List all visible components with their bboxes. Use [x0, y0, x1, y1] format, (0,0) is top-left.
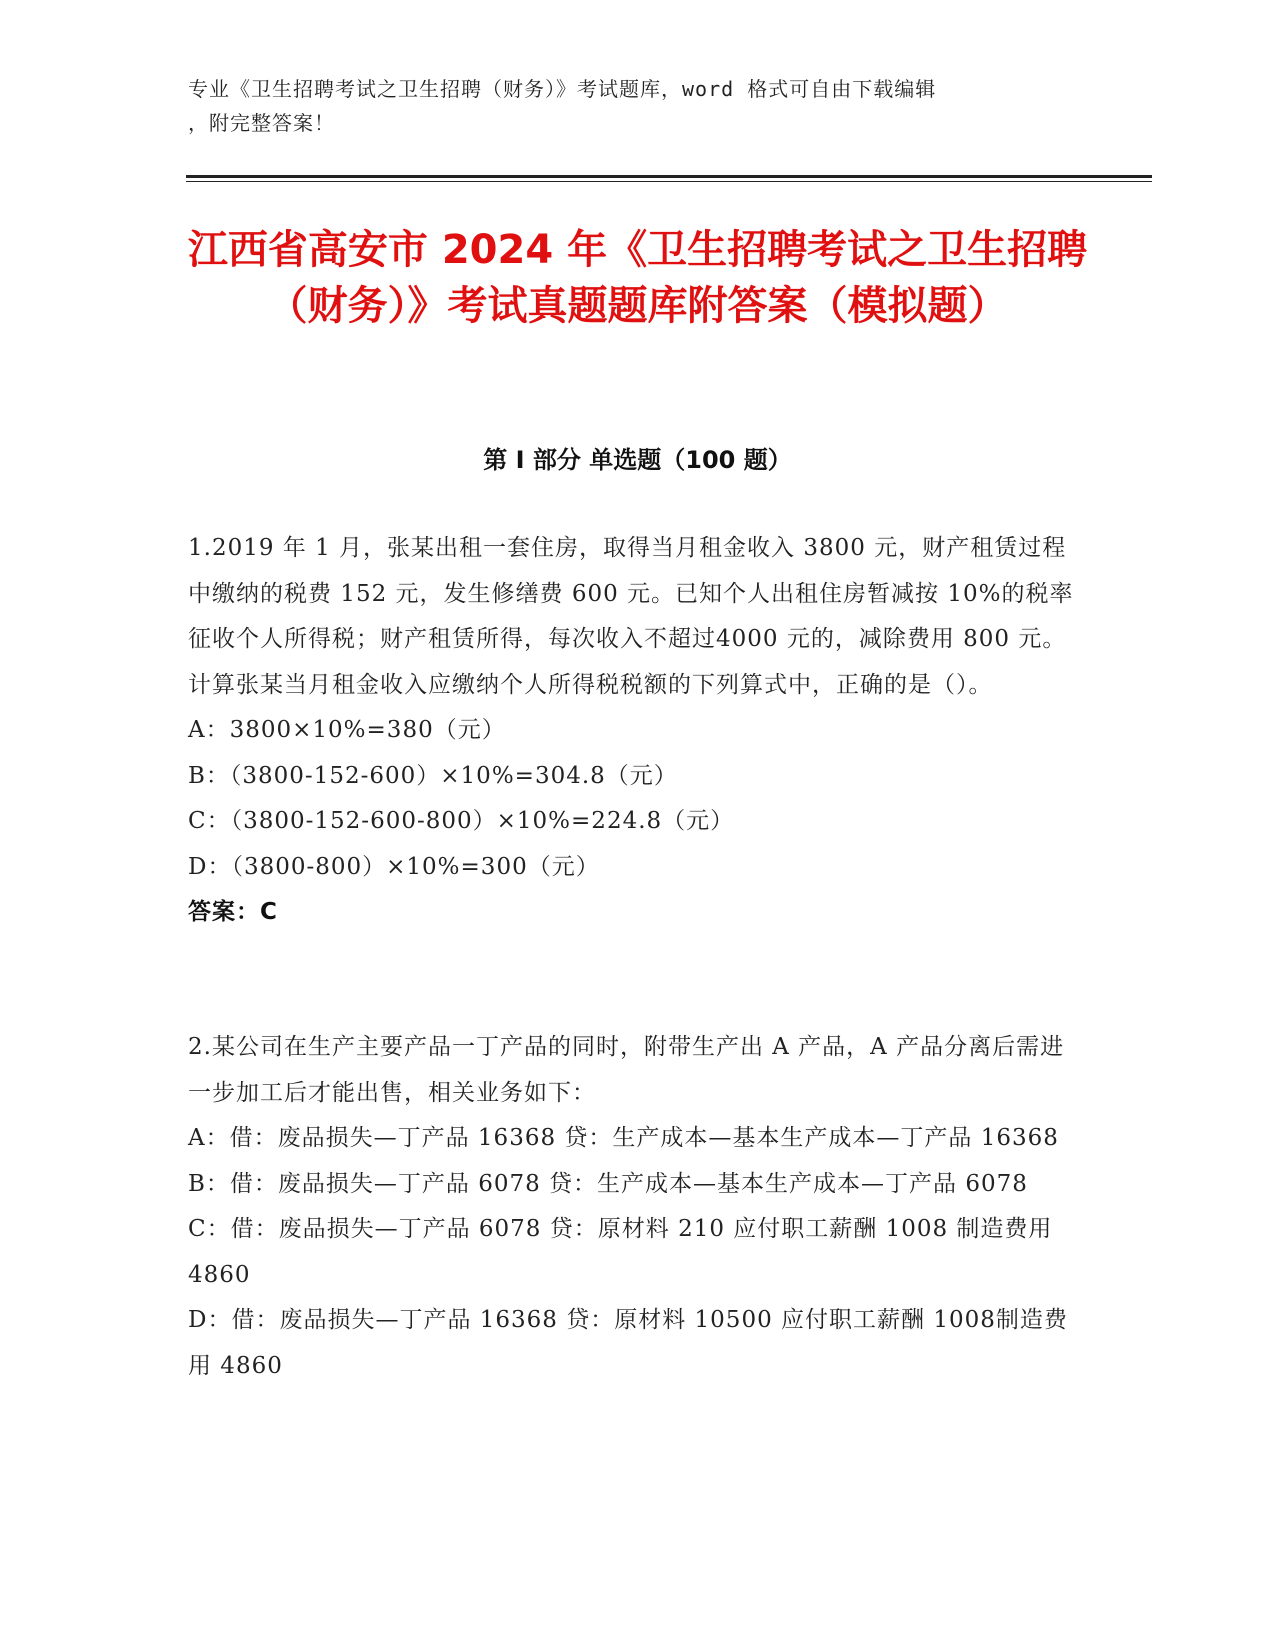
option-c: C：（3800-152-600-800）×10%=224.8（元）: [188, 808, 735, 834]
question-2: [188, 1025, 1078, 1389]
section-heading: 第 I 部分 单选题（100 题）: [483, 446, 792, 474]
option-d: D：借：废品损失—丁产品 16368 贷：原材料 10500 应付职工薪酬 1008制造费用 4860: [188, 1307, 1068, 1379]
question-1: [188, 526, 1078, 936]
question-stem: 2.某公司在生产主要产品一丁产品的同时，附带生产出 A 产品，A 产品分离后需进一步加工后才能出售，相关业务如下：: [188, 1034, 1065, 1106]
option-b: B：（3800-152-600）×10%=304.8（元）: [188, 762, 678, 789]
answer: 答案：C: [188, 899, 278, 925]
document-title: 江西省高安市 2024 年《卫生招聘考试之卫生招聘（财务）》考试真题题库附答案（模拟题）: [187, 227, 1088, 329]
option-a: A：3800×10%=380（元）: [188, 717, 506, 743]
header-note-line-1: 专业《卫生招聘考试之卫生招聘（财务）》考试题库，word 格式可自由下载编辑: [188, 77, 937, 101]
option-a: A：借：废品损失—丁产品 16368 贷：生产成本—基本生产成本—丁产品 16368: [188, 1125, 1059, 1151]
header-note-line-2: ，附完整答案！: [188, 111, 335, 135]
header-divider-thin: [186, 181, 1152, 182]
header-divider-thick: [186, 175, 1152, 178]
option-c: C：借：废品损失—丁产品 6078 贷：原材料 210 应付职工薪酬 1008 制造费用 4860: [188, 1216, 1053, 1288]
question-stem: 1.2019 年 1 月，张某出租一套住房，取得当月租金收入 3800 元，财产租赁过程中缴纳的税费 152 元，发生修缮费 600 元。已知个人出租住房暂减按 10%的税率征收个人所得税；财产租赁所得，每次收入不超过4000 元的，减除费用 800 元。计算张某当月租金收入应缴纳个人所得税税额的下列算式中，正确的是（）。: [188, 535, 1074, 698]
option-b: B：借：废品损失—丁产品 6078 贷：生产成本—基本生产成本—丁产品 6078: [188, 1170, 1028, 1197]
header-note: [188, 72, 1068, 140]
option-d: D：（3800-800）×10%=300（元）: [188, 853, 600, 880]
